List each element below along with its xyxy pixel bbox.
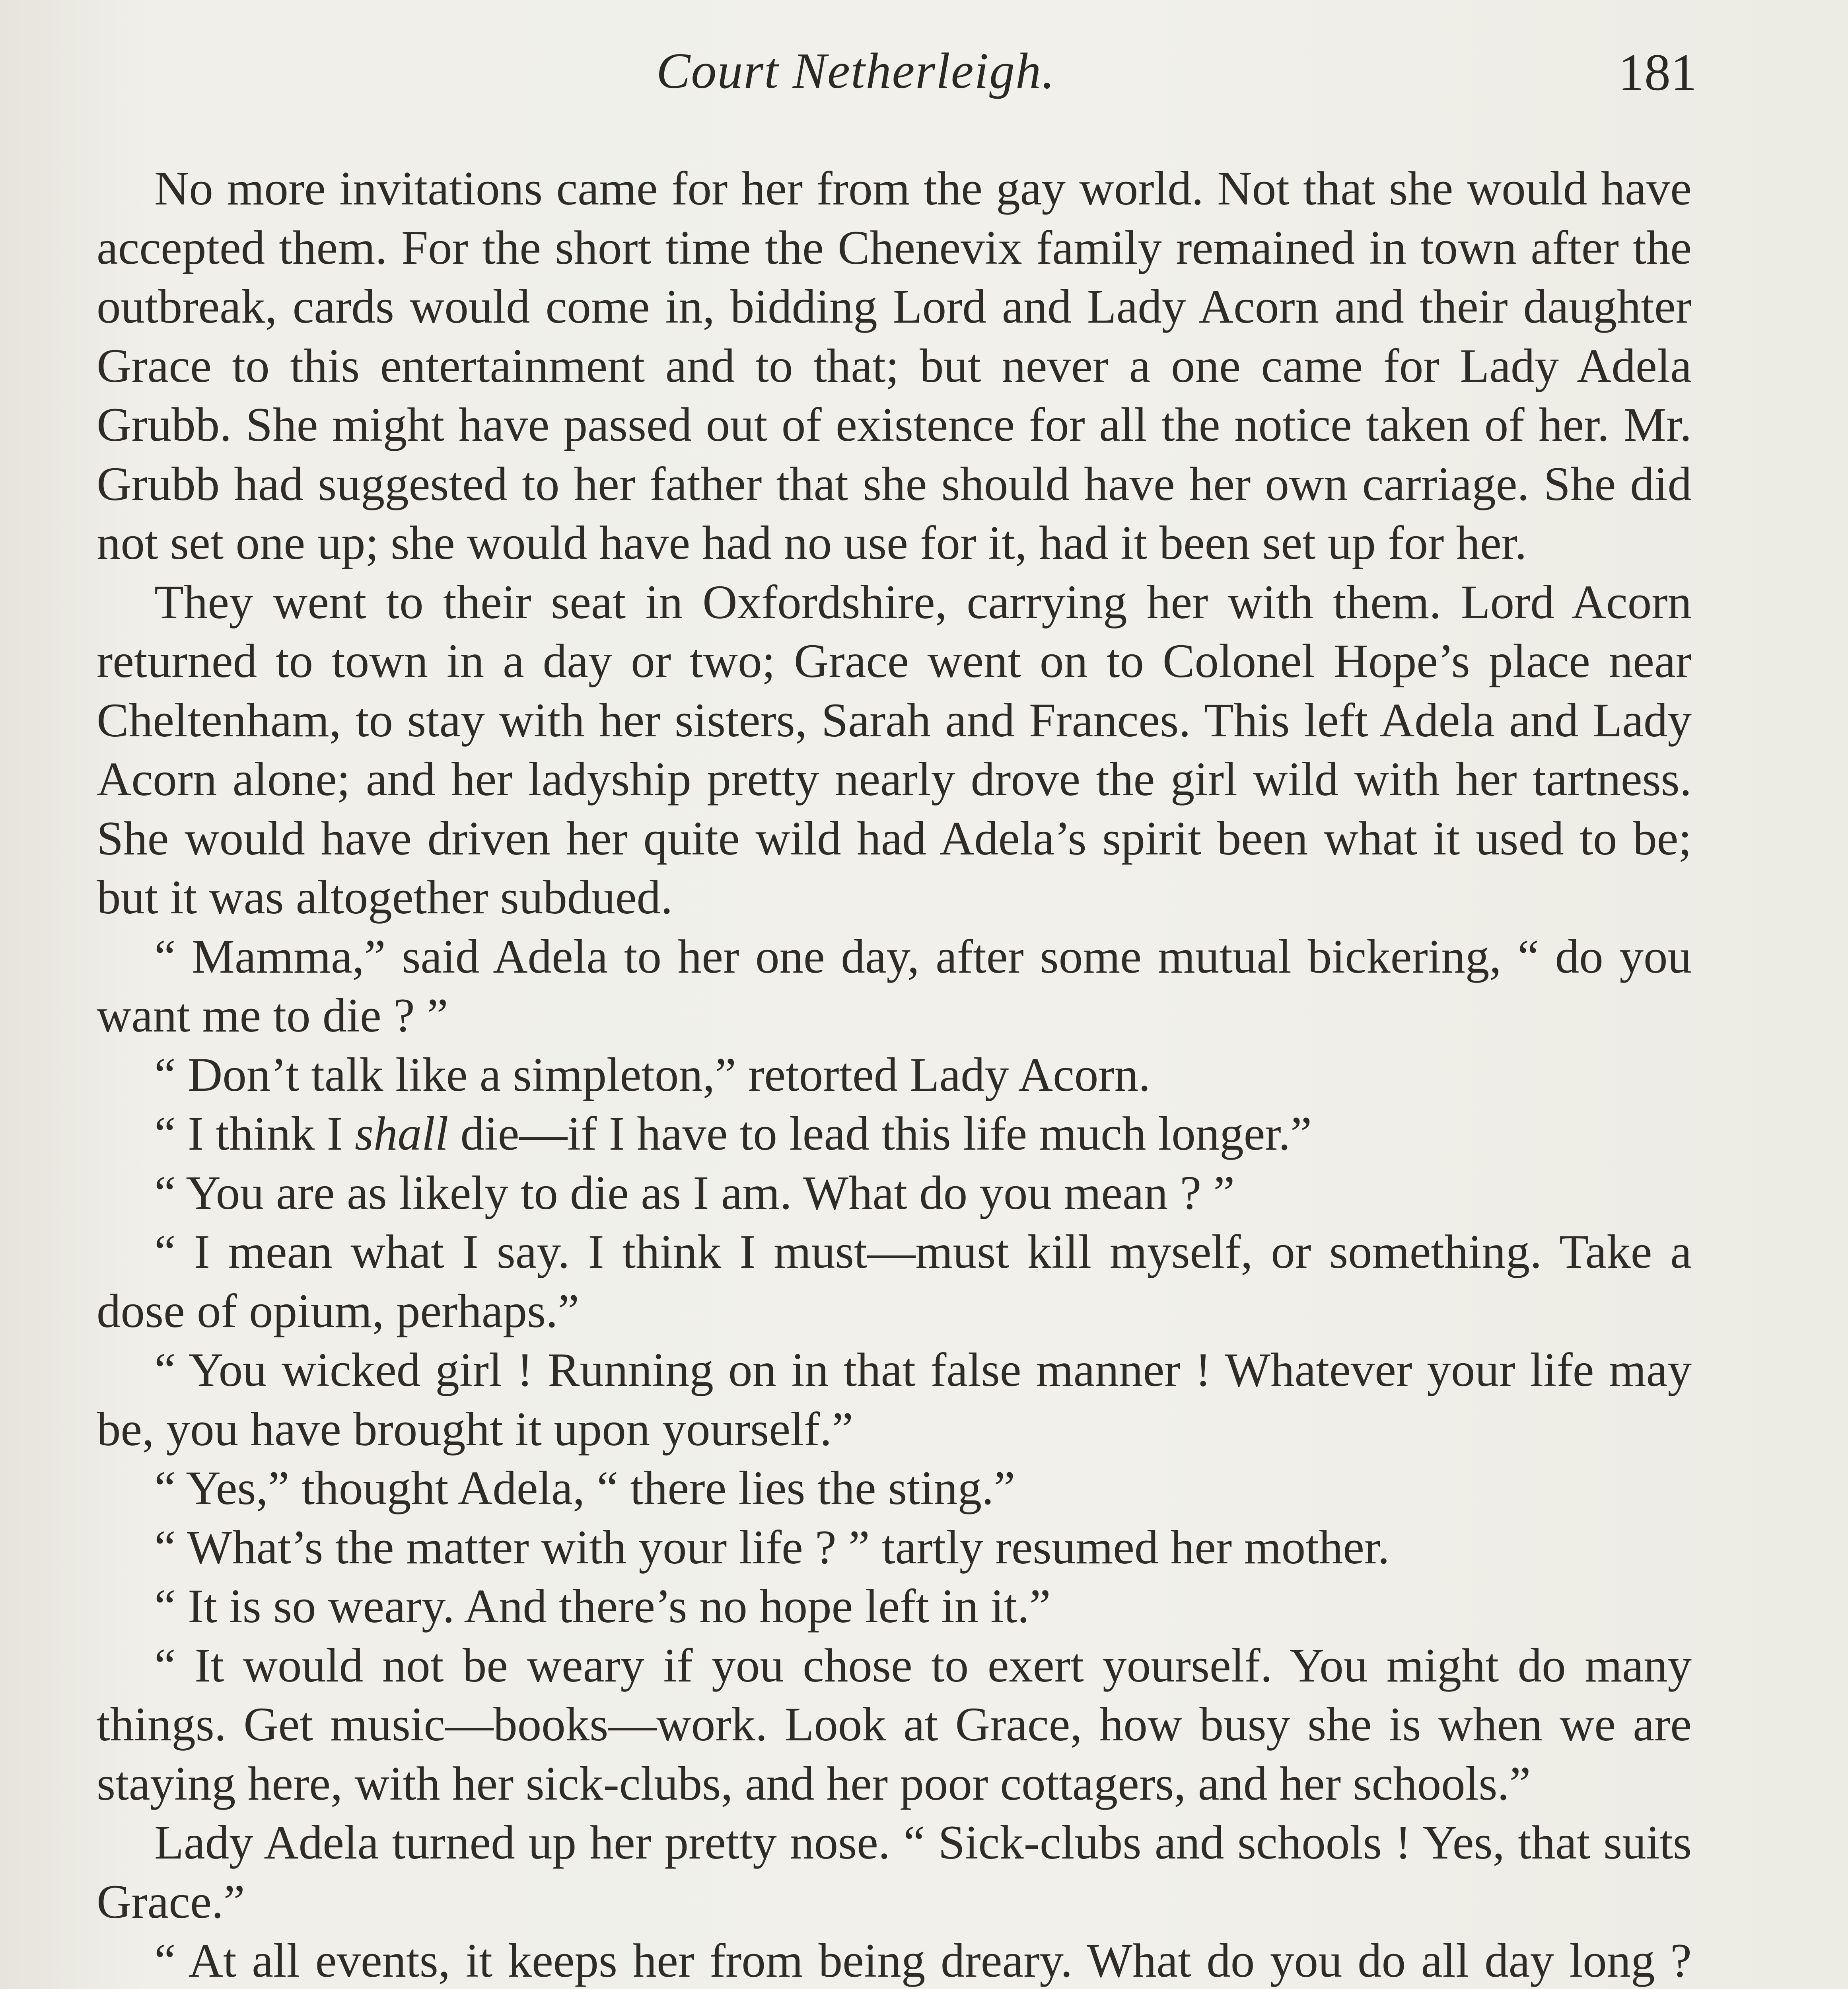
paragraph-text: “ Mamma,” said Adela to her one day, after some mutual bickering, “ do you want me to die ? ” — [97, 930, 1692, 1042]
paragraph — [97, 573, 1692, 927]
paragraph — [97, 1636, 1692, 1814]
paragraph-text: Lady Adela turned up her pretty nose. “ Sick-clubs and schools ! Yes, that suits Grace.” — [97, 1816, 1692, 1929]
page-number: 181 — [1618, 43, 1697, 101]
paragraph-text: “ What’s the matter with your life ? ” tartly resumed her mother. — [154, 1520, 1390, 1574]
paragraph — [97, 1813, 1692, 1931]
italic-text: shall — [355, 1107, 449, 1160]
paragraph-text: “ Don’t talk like a simpleton,” retorted Lady Acorn. — [154, 1048, 1151, 1102]
paragraph — [97, 1518, 1692, 1577]
body-text — [97, 159, 1692, 1989]
paragraph-text: “ It is so weary. And there’s no hope left in it.” — [154, 1580, 1051, 1633]
paragraph — [97, 1577, 1692, 1636]
paragraph — [97, 1104, 1692, 1164]
paragraph — [97, 159, 1692, 573]
running-head: Court Netherleigh. — [656, 43, 1056, 99]
paragraph — [97, 927, 1692, 1045]
paragraph-text: “ You are as likely to die as I am. What do you mean ? ” — [154, 1166, 1235, 1220]
paragraph — [97, 1931, 1692, 1989]
paragraph-text: “ I mean what I say. I think I must—must kill myself, or something. Take a dose of opium, perhaps.” — [97, 1225, 1692, 1338]
paragraph — [97, 1045, 1692, 1105]
paragraph — [97, 1459, 1692, 1518]
paragraph — [97, 1164, 1692, 1223]
paragraph — [97, 1222, 1692, 1341]
paragraph-text: No more invitations came for her from the gay world. Not that she would have accepted them. For the short time the Chenevix family remained in town after the outbreak, cards would come in, bidding Lord and Lady Acorn and their daughter Grace to this entertainment and to that; but never a one came for Lady Adela Grubb. She might have passed out of existence for all the notice taken of her. Mr. Grubb had suggested to her father that she should have her own carriage. She did not set one up; she would have had no use for it, had it been set up for her. — [97, 162, 1692, 570]
paragraph-text: “ At all events, it keeps her from being dreary. What do you do all day long ? — [154, 1934, 1692, 1987]
paragraph — [97, 1341, 1692, 1459]
paragraph-text: “ Yes,” thought Adela, “ there lies the sting.” — [154, 1462, 1015, 1515]
paragraph-text: “ I think I — [154, 1107, 355, 1160]
paragraph-text: “ You wicked girl ! Running on in that false manner ! Whatever your life may be, you have brought it upon yourself.” — [97, 1343, 1692, 1456]
paragraph-text: They went to their seat in Oxfordshire, carrying her with them. Lord Acorn returned to town in a day or two; Grace went on to Colonel Hope’s place near Cheltenham, to stay with her sisters, Sarah and Frances. This left Adela and Lady Acorn alone; and her ladyship pretty nearly drove the girl wild with her tartness. She would have driven her quite wild had Adela’s spirit been what it used to be; but it was altogether subdued. — [97, 575, 1692, 924]
paragraph-text: “ It would not be weary if you chose to exert yourself. You might do many things. Get music—books—work. Look at Grace, how busy she is when we are staying here, with her sick-clubs, and her poor cottagers, and her schools.” — [97, 1639, 1692, 1810]
paragraph-text: die—if I have to lead this life much longer.” — [448, 1107, 1312, 1160]
